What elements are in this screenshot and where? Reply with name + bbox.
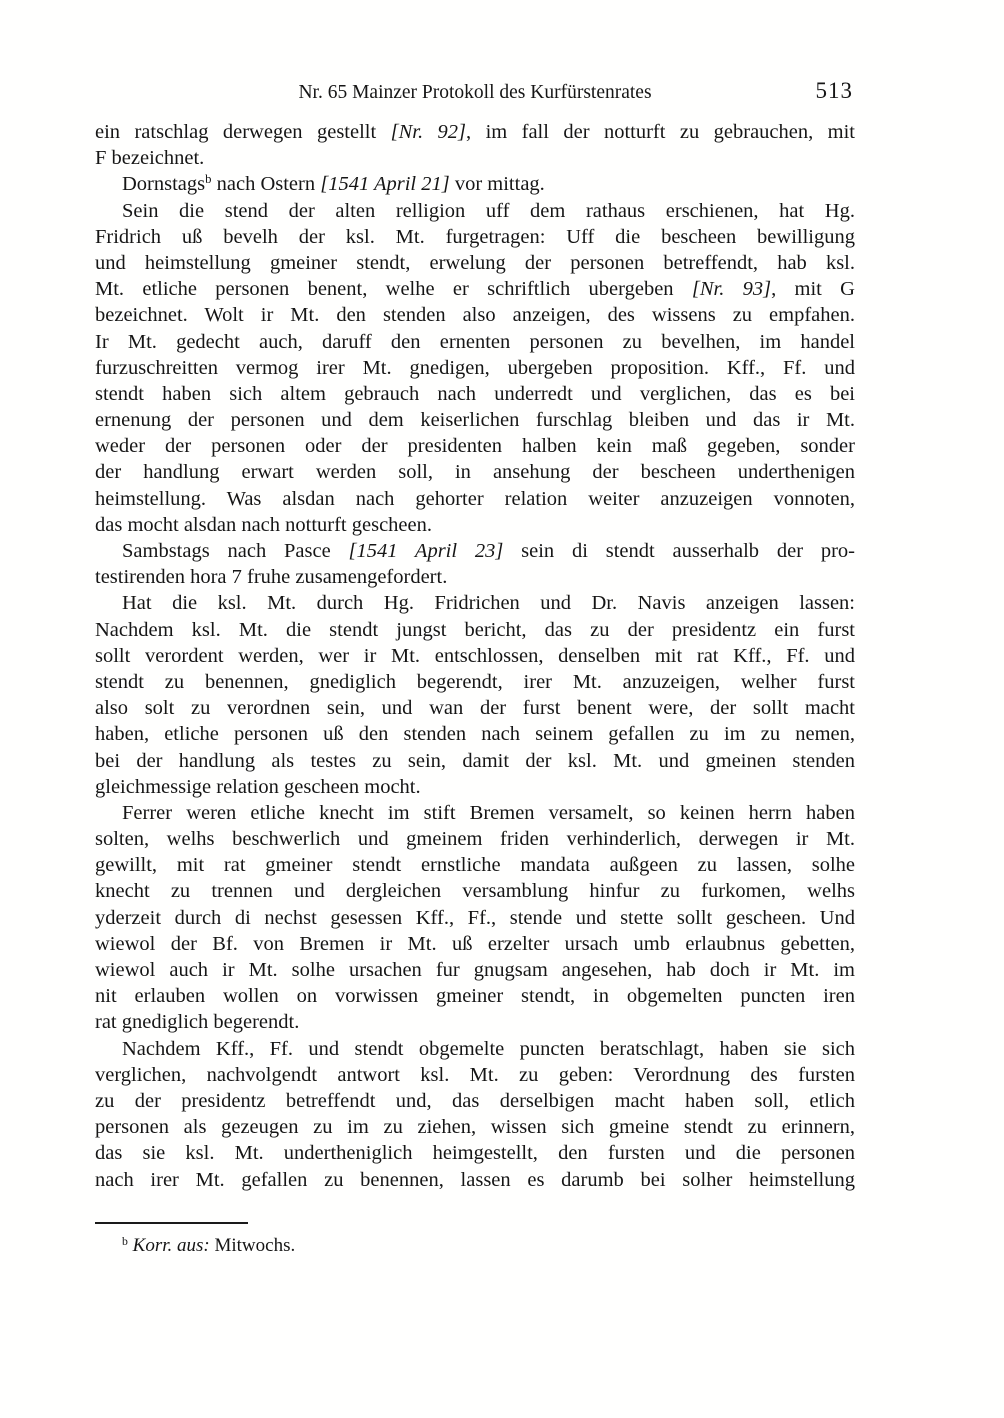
text-segment: , mit G	[771, 278, 855, 301]
text-line	[95, 774, 855, 800]
text-line	[95, 590, 855, 616]
text-segment: nach irer Mt. gefallen zu benennen, lassen es darumb bei solher heimstellung	[95, 1168, 855, 1191]
text-line	[95, 250, 855, 276]
text-segment: bei der handlung als testes zu sein, damit der ksl. Mt. und gmeinen stenden	[95, 749, 855, 772]
text-segment: das mocht alsdan nach notturft gescheen.	[95, 513, 432, 536]
text-segment: gewillt, mit rat gmeiner stendt ernstliche mandata außgeen zu lassen, solhe	[95, 854, 855, 877]
text-line	[95, 355, 855, 381]
text-segment: knecht zu trennen und dergleichen versamblung hinfur zu furkomen, welhs	[95, 880, 855, 903]
text-line	[95, 381, 855, 407]
text-segment: yderzeit durch di nechst gesessen Kff., Ff., stende und stette sollt gescheen. Und	[95, 906, 855, 929]
text-line	[95, 564, 855, 590]
text-line	[95, 669, 855, 695]
text-segment: ernenung der personen und dem keiserlichen furschlag bleiben und das ir Mt.	[95, 409, 855, 432]
text-line	[95, 171, 855, 197]
text-segment: Mt. etliche personen benent, welhe er schriftlich ubergeben	[95, 278, 692, 301]
text-segment: verglichen, nachvolgendt antwort ksl. Mt. zu geben: Verordnung des fursten	[95, 1063, 855, 1086]
text-line	[95, 1088, 855, 1114]
text-line	[95, 878, 855, 904]
text-segment: [1541 April 23]	[348, 540, 504, 562]
text-line	[95, 695, 855, 721]
text-segment: Mitwochs.	[209, 1235, 296, 1256]
text-segment: heimstellung. Was alsdan nach gehorter relation weiter anzuzeigen vonnoten,	[95, 487, 855, 510]
text-line	[95, 512, 855, 538]
text-segment: [Nr. 93]	[691, 278, 772, 301]
text-segment: Nachdem ksl. Mt. die stendt jungst bericht, das zu der presidentz ein furst	[95, 618, 855, 641]
text-segment: sein di stendt ausserhalb der pro-	[503, 540, 855, 562]
text-line	[95, 643, 855, 669]
text-line	[95, 721, 855, 747]
text-segment: rat gnediglich begerendt.	[95, 1011, 300, 1034]
text-segment: Fridrich uß bevelh der ksl. Mt. furgetragen: Uff die bescheen bewilligung	[95, 225, 855, 248]
text-segment: Dornstags	[122, 173, 206, 196]
text-segment: [Nr. 92]	[390, 121, 467, 143]
text-line	[95, 617, 855, 643]
text-line	[95, 931, 855, 957]
text-line	[95, 145, 855, 171]
text-segment: Ferrer weren etliche knecht im stift Bremen versamelt, so keinen herrn haben	[122, 801, 855, 824]
text-segment: personen als gezeugen zu im zu ziehen, wissen sich gmeine stendt zu erinnern,	[95, 1116, 855, 1139]
body-text	[95, 119, 855, 1193]
text-line	[95, 957, 855, 983]
text-line	[95, 276, 855, 302]
text-segment: solten, welhs beschwerlich und gmeinem friden verhinderlich, derwegen ir Mt.	[95, 828, 855, 851]
text-line	[95, 329, 855, 355]
text-segment: testirenden hora 7 fruhe zusamengefordert.	[95, 566, 448, 589]
text-line	[95, 433, 855, 459]
text-segment: gleichmessige relation gescheen mocht.	[95, 775, 421, 798]
text-line	[95, 800, 855, 826]
text-segment: Korr. aus:	[132, 1235, 210, 1256]
text-line	[95, 459, 855, 485]
footnote-marker: b	[205, 172, 212, 187]
footnote-separator	[95, 1222, 248, 1224]
text-line	[95, 302, 855, 328]
text-line	[95, 198, 855, 224]
text-line	[95, 748, 855, 774]
text-line	[95, 1167, 855, 1193]
text-segment: Sein die stend der alten relligion uff dem rathaus erschienen, hat Hg.	[122, 199, 855, 222]
text-segment: furzuschreitten vermog irer Mt. gnedigen, ubergeben proposition. Kff., Ff. und	[95, 356, 855, 379]
text-line	[95, 1062, 855, 1088]
text-line	[95, 486, 855, 512]
text-line	[95, 826, 855, 852]
text-line	[95, 905, 855, 931]
text-segment: das sie ksl. Mt. undertheniglich heimgestellt, den fursten und die personen	[95, 1142, 855, 1165]
text-line	[95, 983, 855, 1009]
text-segment: Sambstags nach Pasce	[122, 540, 349, 562]
text-segment: bezeichnet. Wolt ir Mt. den stenden also anzeigen, des wissens zu empfahen.	[95, 304, 855, 327]
text-segment: Hat die ksl. Mt. durch Hg. Fridrichen und Dr. Navis anzeigen lassen:	[122, 592, 855, 615]
text-segment: stendt zu benennen, gnediglich begerendt, irer Mt. anzuzeigen, welher furst	[95, 670, 855, 693]
page-number: 513	[815, 78, 853, 103]
text-segment: Ir Mt. gedecht auch, daruff den ernenten personen zu bevelhen, im handel	[95, 330, 855, 353]
text-line	[95, 1036, 855, 1062]
text-segment: [1541 April 21]	[320, 173, 450, 196]
text-segment: weder der personen oder der presidenten halben kein maß gegeben, sonder	[95, 435, 855, 458]
text-segment: wiewol auch ir Mt. solhe ursachen fur gnugsam angesehen, hab doch ir Mt. im	[95, 959, 855, 981]
text-line	[95, 224, 855, 250]
text-segment: stendt haben sich altem gebrauch nach underredt und verglichen, das es bei	[95, 382, 855, 405]
text-segment: ein ratschlag derwegen gestellt	[95, 121, 391, 143]
text-segment: F bezeichnet.	[95, 147, 205, 170]
text-segment: wiewol der Bf. von Bremen ir Mt. uß erzelter ursach umb erlaubnus gebetten,	[95, 932, 855, 955]
text-segment: also solt zu verordnen sein, und wan der furst benent were, der sollt macht	[95, 697, 855, 720]
text-line	[95, 852, 855, 878]
text-line	[95, 538, 855, 564]
text-line	[95, 1140, 855, 1166]
text-segment: nach Ostern	[211, 173, 321, 196]
text-segment: und heimstellung gmeiner stendt, erwelung der personen betreffendt, hab ksl.	[95, 251, 855, 274]
footnote	[95, 1233, 855, 1258]
text-line	[95, 1114, 855, 1140]
text-segment: vor mittag.	[449, 173, 545, 196]
text-segment: der handlung erwart werden soll, in ansehung der bescheen underthenigen	[95, 461, 855, 484]
running-header	[95, 78, 855, 112]
text-segment: zu der presidentz betreffendt und, das derselbigen macht haben soll, etlich	[95, 1089, 855, 1112]
text-segment: haben, etliche personen uß den stenden nach seinem gefallen zu im zu nemen,	[95, 723, 855, 746]
text-segment: nit erlauben wollen on vorwissen gmeiner stendt, in obgemelten puncten iren	[95, 985, 855, 1008]
text-line	[95, 119, 855, 145]
header-title: Nr. 65 Mainzer Protokoll des Kurfürstenrates	[298, 82, 652, 103]
text-segment: Nachdem Kff., Ff. und stendt obgemelte puncten beratschlagt, haben sie sich	[122, 1037, 855, 1060]
text-line	[95, 407, 855, 433]
footnote-marker: b	[122, 1234, 128, 1248]
text-segment: , im fall der notturft zu gebrauchen, mit	[466, 121, 855, 143]
text-line	[95, 1009, 855, 1035]
text-segment: sollt verordent werden, wer ir Mt. entschlossen, denselben mit rat Kff., Ff. und	[95, 644, 855, 667]
